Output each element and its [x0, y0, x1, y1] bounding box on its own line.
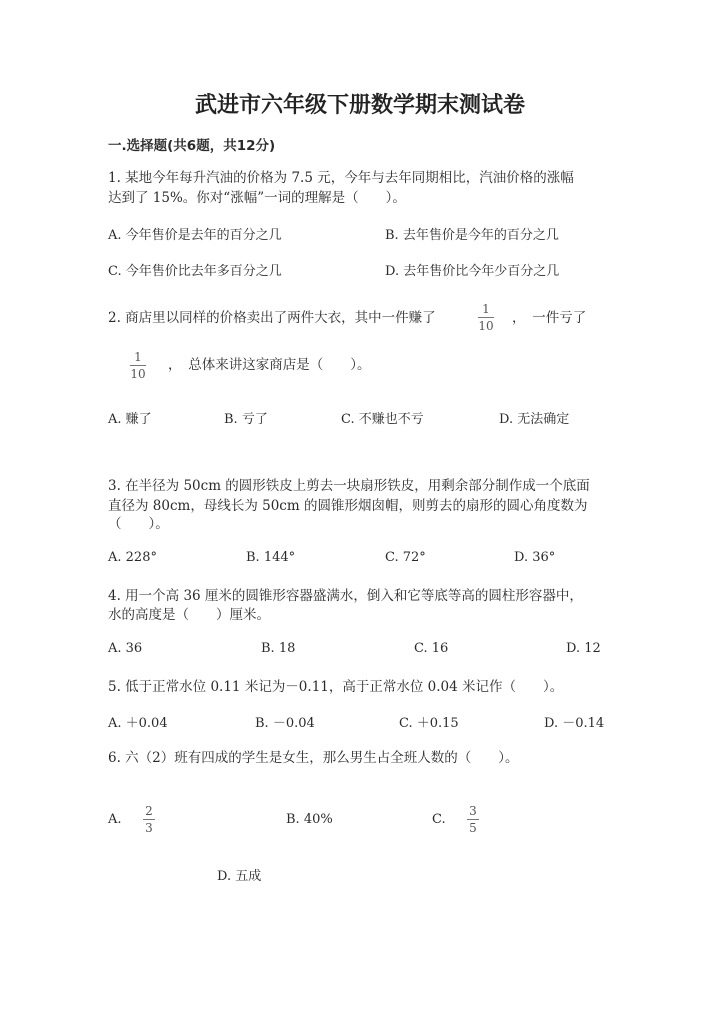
q1-option-a: A. 今年售价是去年的百分之几 [108, 228, 282, 243]
q5-option-c: C. ＋0.15 [399, 716, 459, 731]
q1-option-d: D. 去年售价比今年少百分之几 [385, 264, 560, 279]
q5-line1: 5. 低于正常水位 0.11 米记为－0.11，高于正常水位 0.04 米记作（ ）。 [108, 679, 564, 695]
q1-option-c: C. 今年售价比去年多百分之几 [108, 264, 282, 279]
q3-option-c: C. 72° [385, 550, 426, 565]
q2-option-c: C. 不赚也不亏 [341, 412, 424, 427]
q2-option-d: D. 无法确定 [499, 412, 570, 427]
q5-option-a: A. ＋0.04 [108, 716, 168, 731]
q6-option-a-numerator: 2 [145, 804, 153, 818]
q6-option-a-label: A. [108, 812, 122, 827]
q4-option-d: D. 12 [566, 641, 601, 656]
q6-option-a-fraction [143, 804, 155, 835]
q2-option-a: A. 赚了 [108, 412, 152, 427]
q4-line2: 水的高度是（ ）厘米。 [108, 607, 270, 623]
q3-option-d: D. 36° [514, 550, 556, 565]
q1-option-b: B. 去年售价是今年的百分之几 [385, 228, 559, 243]
q6-option-b: B. 40% [286, 812, 333, 827]
page-title: 武进市六年级下册数学期末测试卷 [194, 93, 525, 118]
q6-option-d: D. 五成 [217, 869, 262, 884]
q3-option-b: B. 144° [246, 550, 296, 565]
q3-line2: 直径为 80cm，母线长为 50cm 的圆锥形烟囱帽，则剪去的扇形的圆心角度数为 [108, 498, 588, 514]
q5-option-b: B. －0.04 [255, 716, 315, 731]
fraction-bar [130, 365, 146, 366]
section-heading: 一.选择题(共6题，共12分) [108, 138, 276, 154]
q2-fraction-1-numerator: 1 [482, 302, 490, 316]
q3-line3: （ ）。 [108, 516, 169, 532]
q2-fraction-2 [130, 350, 146, 381]
q3-option-a: A. 228° [108, 550, 157, 565]
q1-line1: 1. 某地今年每升汽油的价格为 7.5 元，今年与去年同期相比，汽油价格的涨幅 [108, 170, 574, 186]
q6-line1: 6. 六（2）班有四成的学生是女生，那么男生占全班人数的（ ）。 [108, 750, 519, 766]
q2-text-part1: 2. 商店里以同样的价格卖出了两件大衣，其中一件赚了 [108, 310, 436, 326]
q4-option-a: A. 36 [108, 641, 143, 656]
q2-fraction-2-numerator: 1 [134, 350, 142, 364]
q2-fraction-1-denominator: 10 [478, 319, 494, 333]
fraction-bar [467, 819, 479, 820]
q2-option-b: B. 亏了 [224, 412, 268, 427]
q2-fraction-1 [478, 302, 494, 333]
fraction-bar [143, 819, 155, 820]
q4-option-b: B. 18 [261, 641, 296, 656]
q1-line2: 达到了 15%。你对“涨幅”一词的理解是（ ）。 [108, 190, 406, 206]
q2-text-part2: ， 一件亏了 [512, 310, 587, 326]
fraction-bar [478, 317, 494, 318]
q6-option-c-label: C. [432, 812, 446, 827]
q6-option-a-denominator: 3 [145, 821, 153, 835]
q6-option-c-denominator: 5 [469, 821, 477, 835]
q6-option-c-fraction [467, 804, 479, 835]
q5-option-d: D. －0.14 [544, 716, 605, 731]
q3-line1: 3. 在半径为 50cm 的圆形铁皮上剪去一块扇形铁皮，用剩余部分制作成一个底面 [108, 478, 590, 494]
q4-option-c: C. 16 [414, 641, 449, 656]
q4-line1: 4. 用一个高 36 厘米的圆锥形容器盛满水，倒入和它等底等高的圆柱形容器中， [108, 588, 583, 604]
q2-text-part3: ， 总体来讲这家商店是（ ）。 [168, 357, 371, 373]
q6-option-c-numerator: 3 [469, 804, 477, 818]
q2-fraction-2-denominator: 10 [130, 367, 146, 381]
